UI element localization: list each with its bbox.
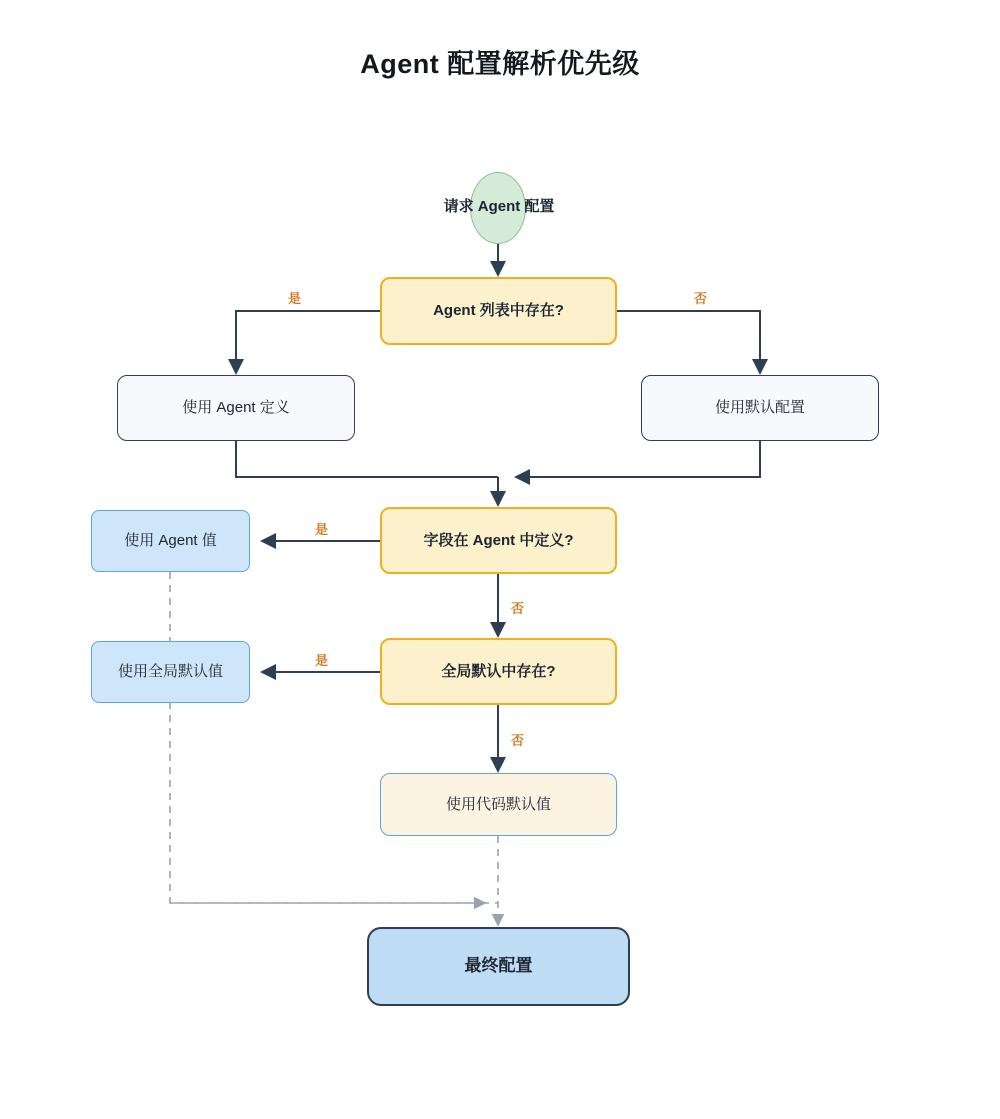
node-use-global-default-label: 使用全局默认值 — [117, 663, 223, 681]
edge-label-yes-agent-list: 是 — [288, 291, 302, 306]
node-decision-agent-list-label: Agent 列表中存在? — [433, 302, 564, 320]
node-use-code-default[interactable] — [380, 773, 617, 836]
node-start[interactable] — [443, 172, 555, 244]
node-use-agent-definition[interactable] — [117, 375, 355, 441]
node-final-config[interactable] — [367, 927, 630, 1006]
node-use-default-config-label: 使用默认配置 — [714, 399, 805, 417]
edge-label-yes-global-default: 是 — [315, 653, 329, 668]
node-decision-global-default-label: 全局默认中存在? — [441, 662, 556, 680]
node-decision-agent-list[interactable] — [380, 277, 617, 345]
node-use-agent-value-label: 使用 Agent 值 — [124, 532, 217, 550]
page-title: Agent 配置解析优先级 — [360, 49, 640, 79]
edge-label-no-global-default: 否 — [511, 733, 525, 748]
edge-label-no-agent-list: 否 — [694, 291, 708, 306]
node-final-config-label: 最终配置 — [464, 956, 533, 976]
edge-label-yes-field-in-agent: 是 — [315, 522, 329, 537]
node-use-agent-definition-label: 使用 Agent 定义 — [182, 399, 290, 417]
node-use-default-config[interactable] — [641, 375, 879, 441]
node-use-global-default[interactable] — [91, 641, 250, 703]
node-use-code-default-label: 使用代码默认值 — [445, 795, 551, 813]
node-decision-field-in-agent[interactable] — [380, 507, 617, 574]
node-decision-global-default[interactable] — [380, 638, 617, 705]
node-use-agent-value[interactable] — [91, 510, 250, 572]
node-decision-field-in-agent-label: 字段在 Agent 中定义? — [423, 531, 574, 549]
node-start-label: 请求 Agent 配置 — [443, 198, 555, 215]
edge-label-no-field-in-agent: 否 — [511, 601, 525, 616]
